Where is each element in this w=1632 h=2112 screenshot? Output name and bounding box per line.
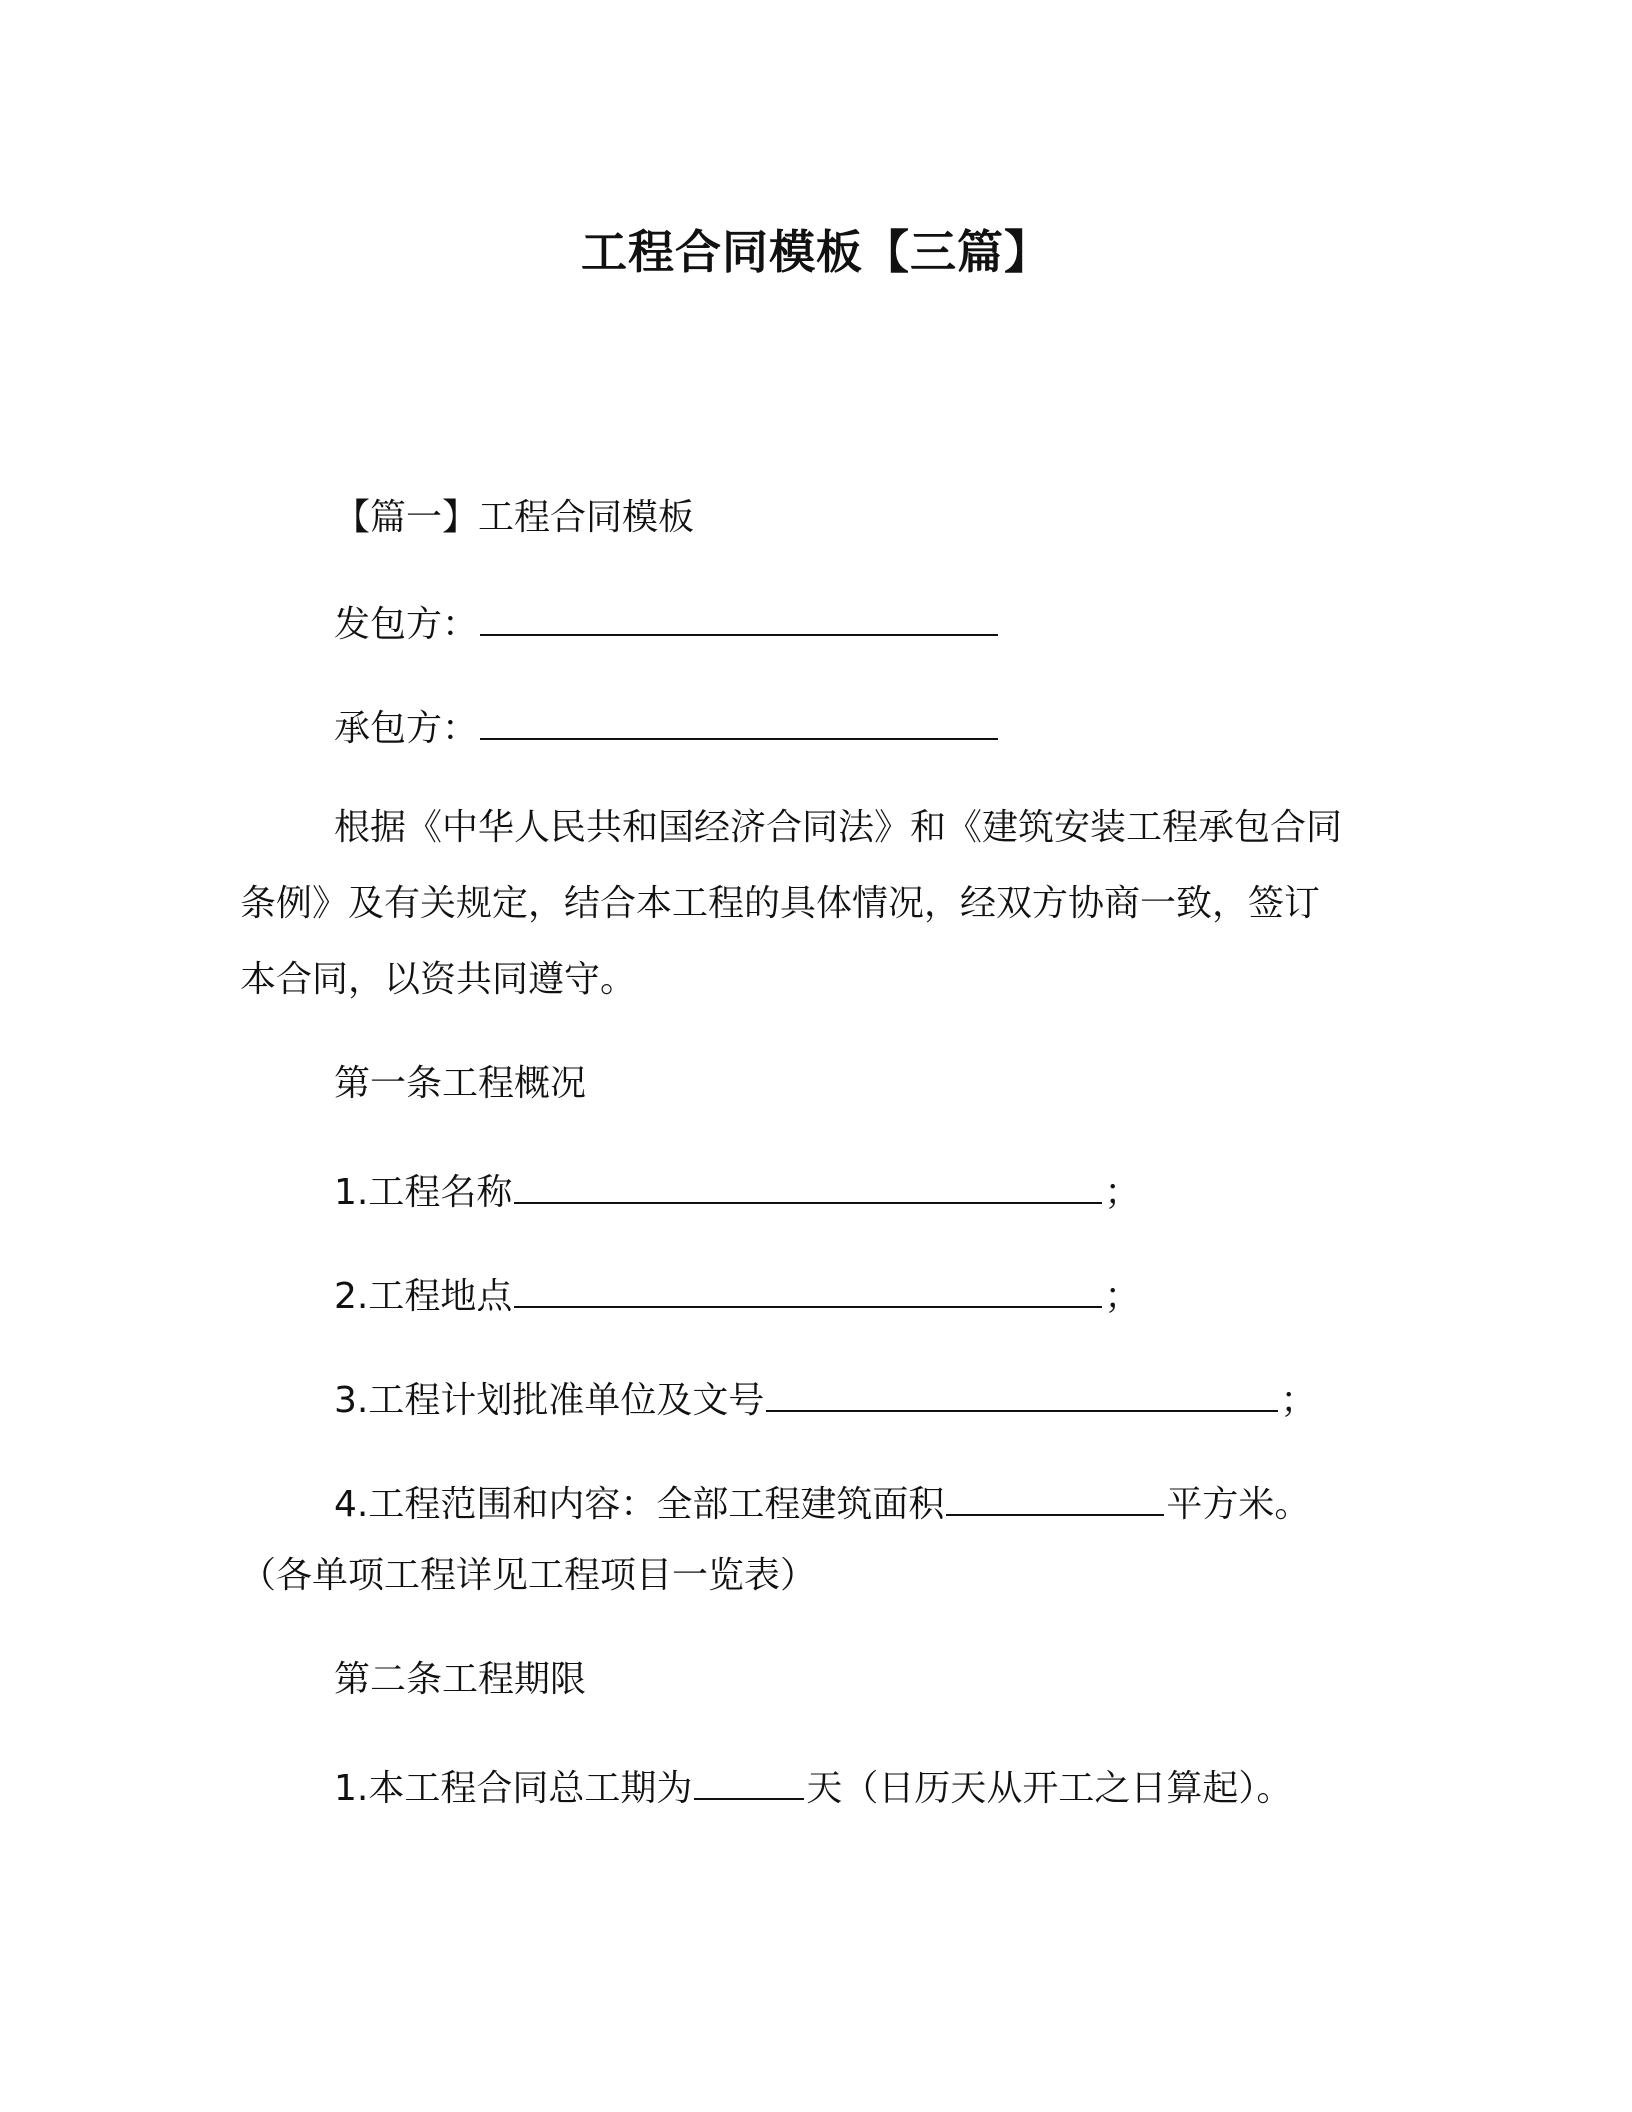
contractor-blank[interactable] <box>480 698 998 740</box>
item4-blank[interactable] <box>946 1474 1164 1516</box>
item4-unit: 平方米。 <box>1166 1484 1311 1525</box>
item1-line <box>334 1162 1140 1219</box>
item2-end: ； <box>1104 1276 1141 1317</box>
term-blank[interactable] <box>694 1758 804 1800</box>
item3-label: 3.工程计划批准单位及文号 <box>334 1380 765 1421</box>
employer-label: 发包方： <box>334 604 479 645</box>
preamble-line-2: 条例》及有关规定，结合本工程的具体情况，经双方协商一致，签订 <box>240 883 1321 924</box>
item4-line <box>334 1474 1310 1531</box>
term-suffix: 天（日历天从开工之日算起）。 <box>806 1768 1293 1809</box>
contractor-line <box>334 698 1000 755</box>
item4-label: 4.工程范围和内容：全部工程建筑面积 <box>334 1484 945 1525</box>
document-title: 工程合同模板【三篇】 <box>581 225 1051 279</box>
item1-end: ； <box>1104 1172 1141 1213</box>
item4-note: （各单项工程详见工程项目一览表） <box>240 1555 817 1596</box>
section-heading: 【篇一】工程合同模板 <box>334 497 695 538</box>
article1-heading: 第一条工程概况 <box>334 1063 587 1104</box>
term-line <box>334 1758 1292 1815</box>
employer-line <box>334 594 1000 651</box>
article2-heading: 第二条工程期限 <box>334 1659 587 1700</box>
item3-end: ； <box>1280 1380 1317 1421</box>
preamble-line-3: 本合同，以资共同遵守。 <box>240 959 637 1000</box>
item1-blank[interactable] <box>514 1162 1102 1204</box>
contractor-label: 承包方： <box>334 708 479 749</box>
employer-blank[interactable] <box>480 594 998 636</box>
item1-label: 1.工程名称 <box>334 1172 513 1213</box>
item3-line <box>334 1370 1316 1427</box>
preamble-line-1: 根据《中华人民共和国经济合同法》和《建筑安装工程承包合同 <box>334 807 1343 848</box>
item2-line <box>334 1266 1140 1323</box>
item2-label: 2.工程地点 <box>334 1276 513 1317</box>
term-label: 1.本工程合同总工期为 <box>334 1768 693 1809</box>
item2-blank[interactable] <box>514 1266 1102 1308</box>
item3-blank[interactable] <box>766 1370 1278 1412</box>
